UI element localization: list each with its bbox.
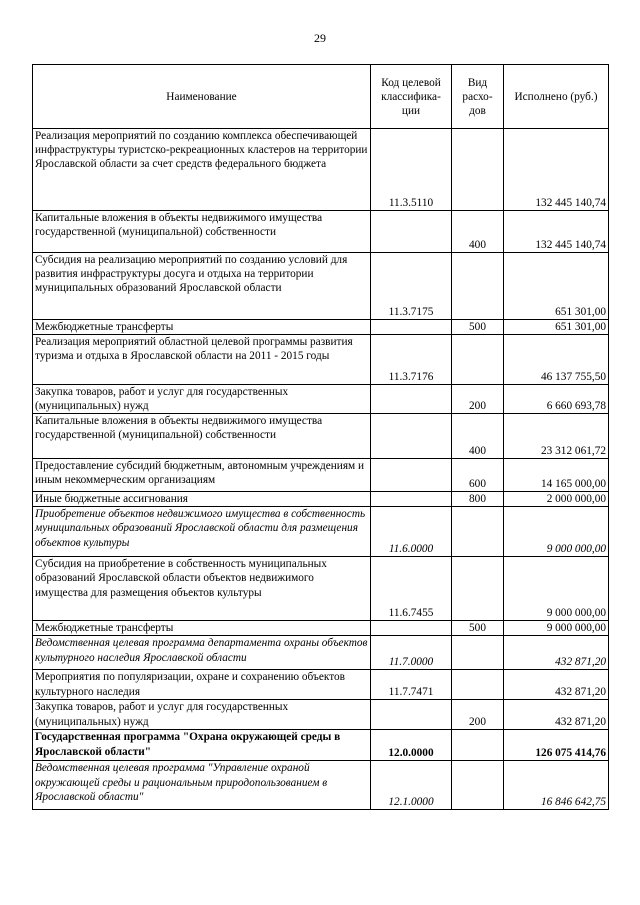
row-name: Капитальные вложения в объекты недвижимого имущества государственной (муниципальной) собственности [33, 414, 371, 459]
row-sum: 9 000 000,00 [504, 621, 609, 636]
row-code [371, 492, 452, 507]
row-sum: 9 000 000,00 [504, 557, 609, 621]
row-sum: 132 445 140,74 [504, 211, 609, 253]
row-type [452, 557, 504, 621]
table-row [33, 211, 609, 253]
row-code: 12.1.0000 [371, 761, 452, 810]
row-code: 11.3.5110 [371, 129, 452, 211]
row-type: 200 [452, 385, 504, 414]
table-row [33, 253, 609, 320]
table-row [33, 414, 609, 459]
row-type: 500 [452, 320, 504, 335]
row-type [452, 507, 504, 557]
table-row [33, 459, 609, 492]
row-code: 11.7.7471 [371, 670, 452, 700]
row-type [452, 670, 504, 700]
row-type: 600 [452, 459, 504, 492]
row-sum: 9 000 000,00 [504, 507, 609, 557]
row-code: 11.3.7175 [371, 253, 452, 320]
row-sum: 6 660 693,78 [504, 385, 609, 414]
row-sum: 46 137 755,50 [504, 335, 609, 385]
table-row [33, 730, 609, 761]
row-code [371, 459, 452, 492]
row-sum: 14 165 000,00 [504, 459, 609, 492]
row-sum: 432 871,20 [504, 700, 609, 730]
header-code: Код целевой классифика- ции [371, 65, 452, 129]
row-code [371, 320, 452, 335]
row-code: 12.0.0000 [371, 730, 452, 761]
table-row [33, 320, 609, 335]
row-name: Закупка товаров, работ и услуг для государственных (муниципальных) нужд [33, 700, 371, 730]
row-code: 11.6.0000 [371, 507, 452, 557]
row-code: 11.3.7176 [371, 335, 452, 385]
row-code: 11.7.0000 [371, 636, 452, 670]
page-number: 29 [314, 31, 326, 45]
row-code [371, 385, 452, 414]
table-row [33, 761, 609, 810]
table-row [33, 670, 609, 700]
table-header-row [33, 65, 609, 129]
row-name: Иные бюджетные ассигнования [33, 492, 371, 507]
row-code: 11.6.7455 [371, 557, 452, 621]
row-name: Закупка товаров, работ и услуг для государственных (муниципальных) нужд [33, 385, 371, 414]
row-sum: 2 000 000,00 [504, 492, 609, 507]
table-row [33, 557, 609, 621]
table-row [33, 335, 609, 385]
row-type: 400 [452, 211, 504, 253]
row-sum: 432 871,20 [504, 636, 609, 670]
row-name: Ведомственная целевая программа департамента охраны объектов культурного наследия Ярославской области [33, 636, 371, 670]
table-row [33, 507, 609, 557]
row-sum: 132 445 140,74 [504, 129, 609, 211]
row-name: Капитальные вложения в объекты недвижимого имущества государственной (муниципальной) собственности [33, 211, 371, 253]
row-sum: 651 301,00 [504, 320, 609, 335]
row-code [371, 621, 452, 636]
row-code [371, 211, 452, 253]
row-type: 200 [452, 700, 504, 730]
header-type: Вид расхо- дов [452, 65, 504, 129]
row-type: 400 [452, 414, 504, 459]
row-type [452, 761, 504, 810]
row-type [452, 335, 504, 385]
row-code [371, 414, 452, 459]
row-sum: 126 075 414,76 [504, 730, 609, 761]
row-type: 500 [452, 621, 504, 636]
row-name: Межбюджетные трансферты [33, 621, 371, 636]
row-name: Субсидия на реализацию мероприятий по созданию условий для развития инфраструктуры досуга и отдыха на территории муниципальных образований Ярославской области [33, 253, 371, 320]
row-type: 800 [452, 492, 504, 507]
table-row [33, 129, 609, 211]
row-sum: 16 846 642,75 [504, 761, 609, 810]
table-row [33, 385, 609, 414]
header-name: Наименование [33, 65, 371, 129]
row-sum: 23 312 061,72 [504, 414, 609, 459]
budget-table [32, 64, 609, 810]
row-type [452, 129, 504, 211]
row-type [452, 730, 504, 761]
header-sum: Исполнено (руб.) [504, 65, 609, 129]
row-name: Ведомственная целевая программа "Управление охраной окружающей среды и рациональным природопользованием в Ярославской области" [33, 761, 371, 810]
row-name: Государственная программа "Охрана окружающей среды в Ярославской области" [33, 730, 371, 761]
row-code [371, 700, 452, 730]
table-row [33, 621, 609, 636]
row-sum: 432 871,20 [504, 670, 609, 700]
table-row [33, 700, 609, 730]
row-name: Субсидия на приобретение в собственность муниципальных образований Ярославской области объектов недвижимого имущества для размещения объектов культуры [33, 557, 371, 621]
row-type [452, 253, 504, 320]
row-name: Предоставление субсидий бюджетным, автономным учреждениям и иным некоммерческим организациям [33, 459, 371, 492]
table-row [33, 492, 609, 507]
table-row [33, 636, 609, 670]
row-name: Мероприятия по популяризации, охране и сохранению объектов культурного наследия [33, 670, 371, 700]
row-name: Межбюджетные трансферты [33, 320, 371, 335]
row-name: Приобретение объектов недвижимого имущества в собственность муниципальных образований Ярославской области для размещения объектов культуры [33, 507, 371, 557]
row-name: Реализация мероприятий по созданию комплекса обеспечивающей инфраструктуры туристско-рекреационных кластеров на территории Ярославской области за счет средств федерального бюджета [33, 129, 371, 211]
row-sum: 651 301,00 [504, 253, 609, 320]
row-name: Реализация мероприятий областной целевой программы развития туризма и отдыха в Ярославской области на 2011 - 2015 годы [33, 335, 371, 385]
row-type [452, 636, 504, 670]
